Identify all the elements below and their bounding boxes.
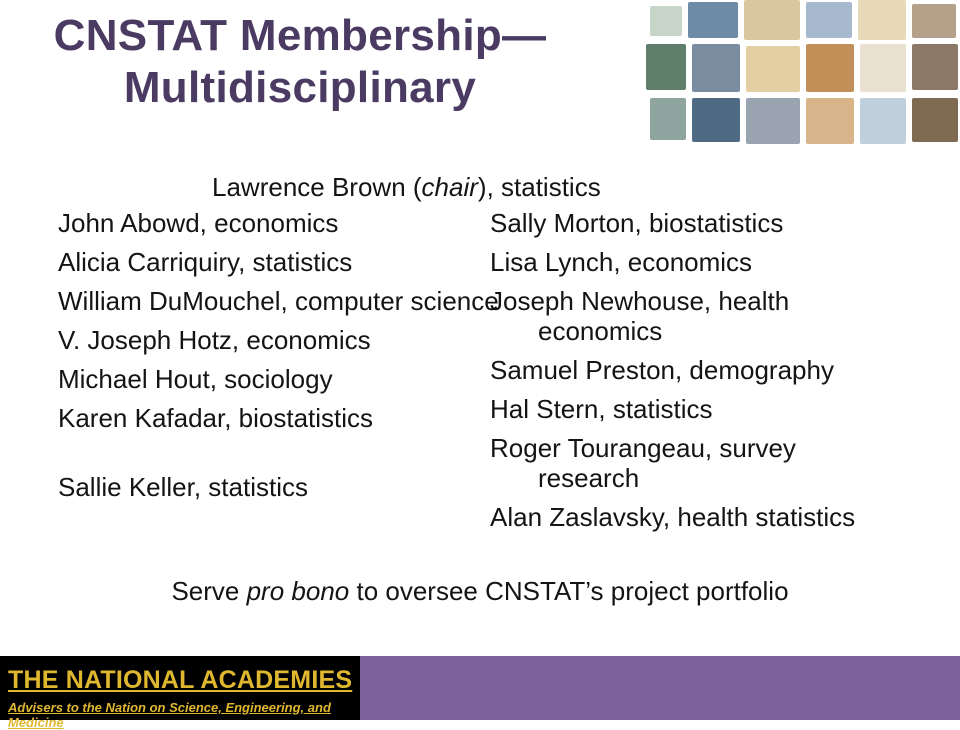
note-pre: Serve	[171, 576, 247, 606]
member-entry: William DuMouchel, computer science	[58, 286, 499, 316]
chair-name: Lawrence Brown (	[212, 172, 422, 202]
chair-line	[212, 172, 772, 203]
mosaic-tile	[688, 2, 738, 38]
mosaic-tile	[650, 98, 686, 140]
national-academies-tagline: Advisers to the Nation on Science, Engineering, and Medicine	[8, 700, 331, 730]
chair-role: chair	[421, 172, 478, 202]
member-entry: Hal Stern, statistics	[490, 394, 713, 424]
mosaic-tile	[746, 46, 800, 92]
mosaic-tile	[912, 4, 956, 38]
mosaic-tile	[806, 44, 854, 92]
mosaic-tile	[858, 0, 906, 40]
member-entry: Sally Morton, biostatistics	[490, 208, 784, 238]
mosaic-tile	[692, 98, 740, 142]
member-entry: Lisa Lynch, economics	[490, 247, 753, 277]
note-post: to oversee CNSTAT’s project portfolio	[349, 576, 789, 606]
mosaic-tile	[692, 44, 740, 92]
slide-title-line1: CNSTAT Membership—	[53, 11, 547, 60]
slide-title	[0, 10, 600, 114]
pro-bono-note	[0, 576, 960, 607]
member-entry: John Abowd, economics	[58, 208, 339, 238]
member-entry: Joseph Newhouse, health economics	[490, 286, 790, 346]
chair-field: ), statistics	[477, 172, 601, 202]
national-academies-logo: THE NATIONAL ACADEMIES	[8, 666, 353, 694]
footer-logo-panel	[0, 656, 360, 730]
mosaic-tile	[860, 98, 906, 144]
member-entry: Alan Zaslavsky, health statistics	[490, 502, 856, 532]
mosaic-tile	[860, 44, 906, 92]
members-left-column	[58, 208, 499, 502]
mosaic-tile	[912, 98, 958, 142]
note-italic: pro bono	[246, 576, 350, 606]
footer-bar	[0, 656, 960, 730]
members-right-column	[490, 208, 950, 532]
mosaic-tile	[746, 98, 800, 144]
member-entry: Sallie Keller, statistics	[58, 472, 308, 502]
header-photo-mosaic	[646, 0, 960, 148]
mosaic-tile	[650, 6, 682, 36]
member-entry: Samuel Preston, demography	[490, 355, 834, 385]
member-entry: V. Joseph Hotz, economics	[58, 325, 371, 355]
mosaic-tile	[646, 44, 686, 90]
slide-title-line2: Multidisciplinary	[123, 63, 477, 112]
member-entry: Roger Tourangeau, survey research	[490, 433, 796, 493]
mosaic-tile	[806, 2, 852, 38]
mosaic-tile	[912, 44, 958, 90]
member-entry: Karen Kafadar, biostatistics	[58, 403, 374, 433]
member-entry: Michael Hout, sociology	[58, 364, 333, 394]
mosaic-tile	[744, 0, 800, 40]
member-entry: Alicia Carriquiry, statistics	[58, 247, 353, 277]
mosaic-tile	[806, 98, 854, 144]
